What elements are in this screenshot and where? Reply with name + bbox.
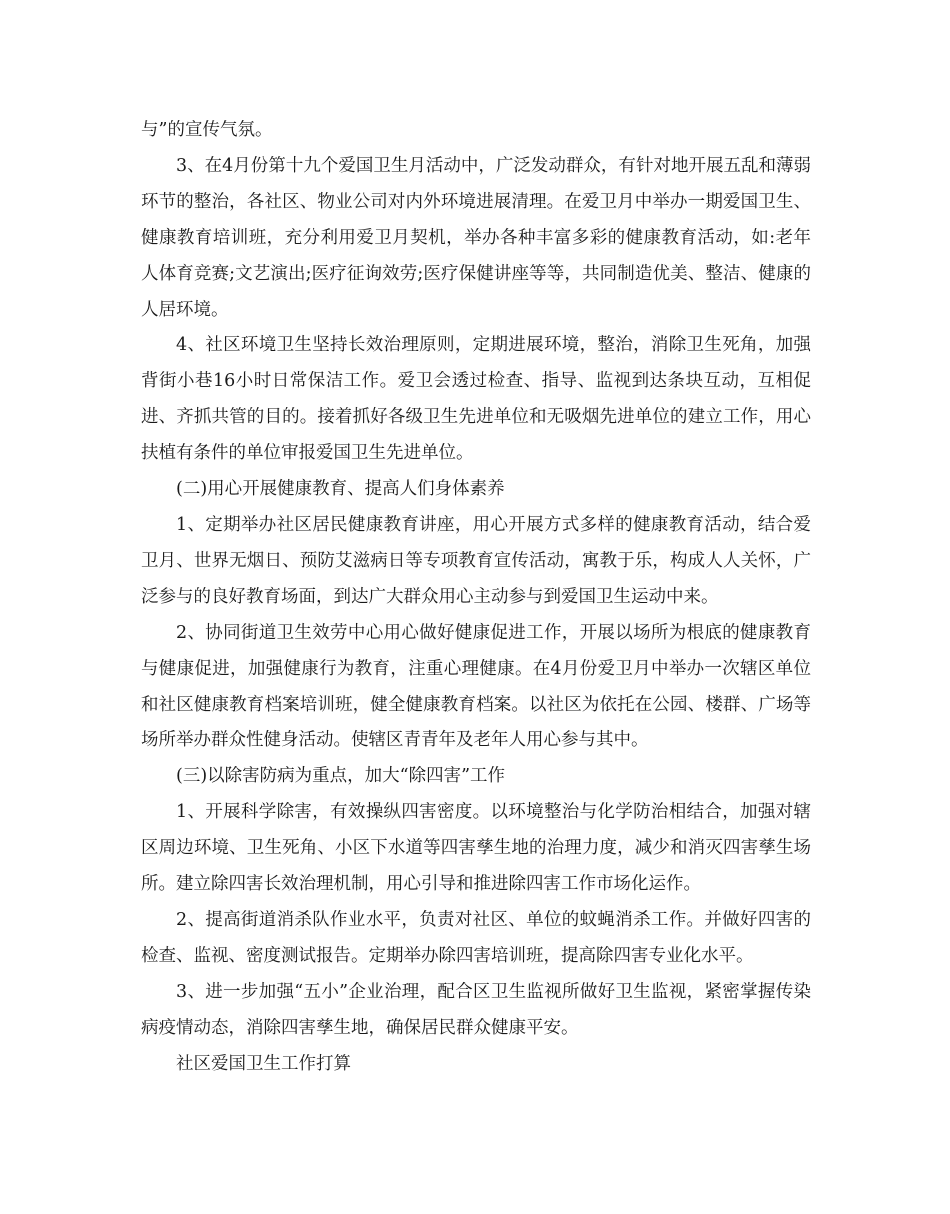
paragraph: 3、进一步加强“五小”企业治理，配合区卫生监视所做好卫生监视，紧密掌握传染病疫情动态，消除四害孳生地，确保居民群众健康平安。 <box>141 981 811 1038</box>
paragraph: 2、协同街道卫生效劳中心用心做好健康促进工作，开展以场所为根底的健康教育与健康促进，加强健康行为教育，注重心理健康。在4月份爱卫月中举办一次辖区单位和社区健康教育档案培训班，健全健康教育档案。以社区为依托在公园、楼群、广场等场所举办群众性健身活动。使辖区青青年及老年人用心参与其中。 <box>141 622 811 751</box>
paragraph: 2、提高街道消杀队作业水平，负责对社区、单位的蚊蝇消杀工作。并做好四害的检查、监视、密度测试报告。定期举办除四害培训班，提高除四害专业化水平。 <box>141 909 811 966</box>
document-body <box>141 113 811 1082</box>
paragraph: (三)以除害防病为重点，加大“除四害”工作 <box>176 766 506 787</box>
paragraph: 社区爱国卫生工作打算 <box>176 1053 351 1074</box>
paragraph: 3、在4月份第十九个爱国卫生月活动中，广泛发动群众，有针对地开展五乱和薄弱环节的整治，各社区、物业公司对内外环境进展清理。在爱卫月中举办一期爱国卫生、健康教育培训班，充分利用爱卫月契机，举办各种丰富多彩的健康教育活动，如:老年人体育竞赛;文艺演出;医疗征询效劳;医疗保健讲座等等，共同制造优美、整洁、健康的人居环境。 <box>141 155 811 320</box>
paragraph: 1、开展科学除害，有效操纵四害密度。以环境整治与化学防治相结合，加强对辖区周边环境、卫生死角、小区下水道等四害孳生地的治理力度，减少和消灭四害孳生场所。建立除四害长效治理机制，用心引导和推进除四害工作市场化运作。 <box>141 802 811 895</box>
paragraph: (二)用心开展健康教育、提高人们身体素养 <box>176 479 505 500</box>
paragraph: 1、定期举办社区居民健康教育讲座，用心开展方式多样的健康教育活动，结合爱卫月、世界无烟日、预防艾滋病日等专项教育宣传活动，寓教于乐，构成人人关怀，广泛参与的良好教育场面，到达广大群众用心主动参与到爱国卫生运动中来。 <box>141 514 811 607</box>
paragraph: 与”的宣传气氛。 <box>141 120 273 140</box>
paragraph: 4、社区环境卫生坚持长效治理原则，定期进展环境，整治，消除卫生死角，加强背街小巷16小时日常保洁工作。爱卫会透过检查、指导、监视到达条块互动，互相促进、齐抓共管的目的。接着抓好各级卫生先进单位和无吸烟先进单位的建立工作，用心扶植有条件的单位审报爱国卫生先进单位。 <box>141 335 811 464</box>
